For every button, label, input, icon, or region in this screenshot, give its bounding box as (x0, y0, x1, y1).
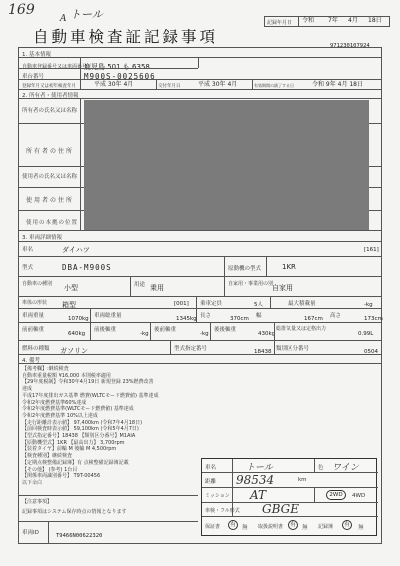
gross-value: 1345kg (176, 316, 197, 322)
record-day: 18日 (368, 17, 382, 24)
front-rear-value: -kg (140, 331, 149, 337)
displacement-label: 総排気量又は定格出力 (276, 326, 327, 332)
category-number-value: 0504 (364, 349, 378, 355)
doc-number: 971230107924 (330, 43, 370, 49)
length-value: 370cm (230, 316, 249, 322)
remark-line: 達成 (22, 386, 33, 393)
stamp-manual-yes (288, 520, 298, 530)
model-label: 型式 (22, 265, 34, 271)
issue-label: 交付年月日 (158, 84, 181, 89)
weight-label: 車両重量 (22, 313, 45, 319)
maxload-value: -kg (364, 302, 373, 308)
remarks-list (22, 366, 212, 487)
vehicle-id-label: 車両ID (22, 530, 39, 536)
type-number-value: 18438 (254, 349, 272, 355)
shape-value: 箱型 (62, 301, 76, 309)
redacted-owner-info (84, 100, 369, 230)
stamp-warranty-no: 無 (242, 525, 248, 531)
maker-label: 車名 (22, 247, 34, 253)
maker-value: ダイハツ (62, 246, 90, 254)
base-location-label: 使用の本拠の位置 (26, 220, 79, 226)
remark-line: 【29年度税制】令和30年4月19日 新規登録 23%燃費改善 (22, 379, 154, 386)
rear-axle-value: 430kg (258, 331, 276, 337)
remark-line: 【原動機型式】1KR 【最高出力】 3,700rpm (22, 439, 125, 446)
expiry-label: 有効期間の満了する日 (254, 83, 294, 88)
user-name-label: 使用者の氏名又は名称 (22, 174, 78, 180)
section-remarks: 4. 備考 (22, 358, 40, 364)
remark-line: 令和2年度燃費基準 10%以上達成 (22, 412, 98, 419)
height-label: 高さ (330, 313, 342, 319)
remark-line: 【走行距離計表示値】 97,400km (令和7年4月18日) (22, 419, 143, 426)
remark-line: 自動車重量税額 ¥16,000 本則税率適用 (22, 372, 111, 379)
displacement-value: 0.99L (358, 331, 374, 337)
remark-line: 令和2年度燃費基準(WLTCモード燃費値) 基準達成 (22, 406, 134, 413)
stamp-warranty-label: 保証書 (205, 524, 221, 530)
owner-name-label: 所有者の氏名又は名称 (22, 108, 78, 114)
stamp-4wd: 4WD (352, 493, 366, 499)
hand-letter: A (60, 14, 67, 24)
section-basic: 1. 基本情報 (22, 52, 51, 58)
weight-value: 1070kg (68, 316, 89, 322)
stamp-maker-value: トール (246, 463, 273, 473)
chassis-value: M900S-0025606 (84, 72, 156, 81)
reg-label: 自動車登録番号又は車両番号 (22, 64, 88, 70)
stamp-record-no: 無 (358, 525, 364, 531)
section-vehicle: 3. 車両詳細情報 (22, 235, 62, 241)
stamp-record-yes-label: 有 (344, 522, 350, 528)
remark-line: 平成17年度排出ガス基準 燃費(WLTCモード燃費値) 基準達成 (22, 392, 159, 399)
private-label: 自家用・事業用の別 (228, 281, 274, 287)
rear-front-value: -kg (200, 331, 209, 337)
record-era: 令和 (302, 17, 315, 24)
fuel-value: ガソリン (60, 347, 88, 355)
stamp-distance-value: 98534 (236, 473, 275, 487)
section-owners: 2. 所有者・使用者情報 (22, 93, 79, 99)
hand-name: トール (70, 8, 103, 21)
kind-value: 小型 (64, 284, 78, 292)
reg-value: 鹿児島 501 も 6358 (84, 63, 150, 71)
remark-line: 【関係車両識別番号】 T9T-00456 (22, 473, 101, 480)
security-text: 記録事項はシステム保存時点の情報となります (22, 509, 127, 515)
stamp-2wd-label: 2WD (329, 492, 343, 498)
stamp-maker-label: 車名 (205, 465, 217, 471)
stamp-warranty-yes-label: 有 (230, 522, 236, 528)
chassis-label: 車台番号 (22, 74, 45, 80)
remark-line: 【その他】 (参考) 1台目 (22, 466, 78, 473)
security-label: 【注意事項】 (22, 499, 53, 505)
stamp-model-value: GBGE (262, 502, 299, 516)
remark-line: 令和2年度燃費基準60%達成 (22, 399, 87, 406)
stamp-manual-no: 無 (302, 525, 308, 531)
remark-line: 以下余白 (22, 479, 43, 486)
hand-number: 169 (8, 2, 35, 18)
front-rear-label: 前後軸重 (94, 327, 117, 333)
type-number-label: 型式指定番号 (174, 346, 208, 352)
remark-line: 【定期点検整備記録簿】有 点検整備記録簿記載 (22, 459, 129, 466)
model-value: DBA-M900S (62, 263, 112, 272)
stamp-record-yes (342, 520, 352, 530)
gross-label: 車両総重量 (94, 313, 122, 319)
remark-line: 【備考欄】:継続検査 (22, 366, 69, 372)
remark-line: 【装着タイヤ】前輪 M 後輪 M 4,500rpm (22, 446, 117, 453)
maxload-label: 最大積載量 (288, 301, 316, 307)
engine-label: 原動機の型式 (228, 266, 262, 272)
issue-value: 平成 30年 4月 (198, 81, 238, 88)
record-date-label: 記録年月日 (267, 20, 293, 26)
remark-line: 【型式指定番号】18438 【類別区分番号】M1AIA (22, 433, 136, 440)
owner-address-label: 所有者の住所 (26, 148, 75, 155)
maker-code: [161] (364, 247, 379, 253)
category-number-label: 類別区分番号 (276, 346, 310, 352)
engine-value: 1KR (282, 263, 296, 271)
record-month: 4月 (348, 17, 358, 24)
expiry-value: 令和 9年 4月 18日 (312, 81, 363, 88)
width-label: 幅 (256, 313, 262, 319)
stamp-record-label: 記録簿 (318, 524, 334, 530)
shape-code: [001] (174, 301, 189, 307)
remark-line: 【検査種別】継続検査 (22, 453, 73, 460)
stamp-manual-label: 取扱説明書 (258, 524, 284, 530)
record-year: 7年 (328, 17, 338, 24)
stamp-manual-yes-label: 有 (290, 522, 296, 528)
width-value: 167cm (304, 316, 323, 322)
rear-axle-label: 後後軸重 (214, 327, 237, 333)
stamp-warranty-yes (228, 520, 238, 530)
stamp-model-label: 車検・フル形式 (205, 508, 240, 514)
stamp-color-label: 色 (318, 465, 324, 471)
stamp-color-value: ワイン (332, 463, 359, 473)
height-value: 173cm (364, 316, 383, 322)
user-address-label: 使用者の住所 (26, 197, 75, 204)
front-axle-label: 前前軸重 (22, 327, 45, 333)
stamp-mission-label: ミッション (205, 493, 230, 499)
fuel-label: 燃料の種類 (22, 346, 50, 352)
remark-line: 【前回検査時表示値】 59,100km (令和5年4月7日) (22, 426, 139, 433)
first-reg-value: 平成 30年 4月 (94, 81, 134, 88)
use-label: 用途 (134, 282, 146, 288)
capacity-label: 乗車定員 (200, 301, 223, 307)
stamp-2wd (326, 490, 346, 500)
capacity-value: 5人 (254, 302, 263, 308)
front-axle-value: 640kg (68, 331, 86, 337)
kind-label: 自動車の種別 (22, 281, 53, 287)
vehicle-id-value: T9466N00622320 (56, 533, 103, 539)
dealer-stamp (201, 458, 377, 536)
private-value: 自家用 (272, 284, 293, 292)
first-reg-label: 登録年月又は初年検査年月 (22, 84, 76, 89)
rear-front-label: 後前軸重 (154, 327, 177, 333)
shape-label: 車体の形状 (22, 300, 48, 306)
stamp-distance-label: 距離 (205, 479, 217, 485)
page-title: 自動車検査証記録事項 (33, 28, 219, 46)
stamp-distance-unit: km (298, 477, 307, 483)
stamp-mission-value: AT (250, 488, 267, 502)
use-value: 乗用 (150, 284, 164, 292)
length-label: 長さ (200, 313, 212, 319)
